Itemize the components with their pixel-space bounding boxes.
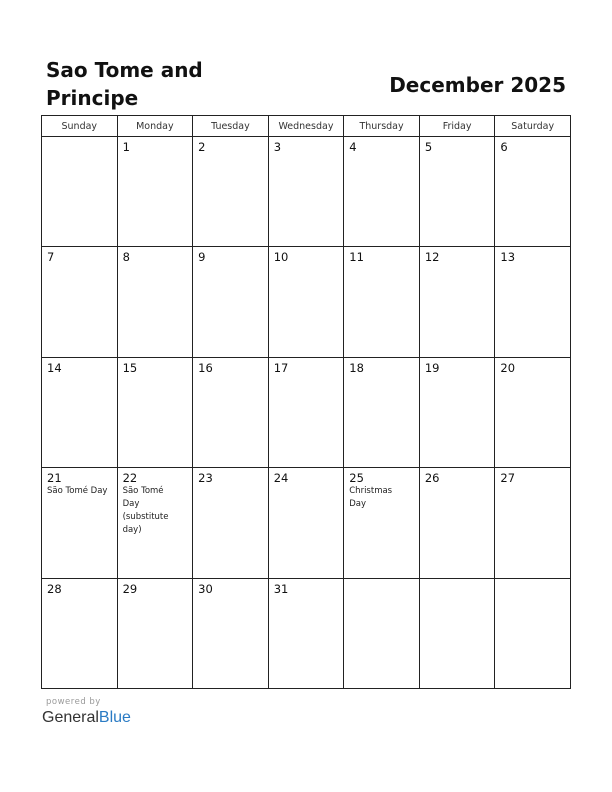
day-number: 5 — [424, 140, 433, 154]
day-cell-content — [344, 358, 419, 375]
day-cell — [419, 468, 495, 578]
day-cell-content — [495, 247, 570, 264]
day-cell-content — [269, 579, 344, 596]
day-cell-content — [193, 247, 268, 264]
day-cell — [117, 578, 193, 688]
day-cell — [193, 468, 269, 578]
day-cell — [495, 137, 571, 247]
day-cell-content — [118, 468, 193, 537]
day-cell-content — [118, 137, 193, 154]
brand-logo — [42, 708, 131, 728]
day-number: 22 — [122, 471, 138, 486]
day-cell-content — [193, 468, 268, 485]
day-number: 29 — [122, 581, 138, 596]
powered-by-label: powered by — [46, 697, 101, 707]
day-cell — [193, 137, 269, 247]
day-cell — [268, 247, 344, 357]
holiday-label: Christmas Day — [349, 486, 393, 510]
day-cell-content — [269, 137, 344, 154]
day-number: 18 — [349, 360, 364, 375]
day-number: 21 — [47, 471, 62, 486]
day-cell-content — [269, 247, 344, 264]
day-number: 9 — [198, 250, 206, 265]
brand-name-general: General — [42, 709, 99, 726]
day-cell — [42, 468, 118, 578]
day-cell — [344, 468, 420, 578]
calendar-grid — [41, 115, 571, 689]
day-number: 3 — [273, 140, 282, 154]
day-cell-content — [420, 468, 495, 485]
day-cell-content — [118, 358, 193, 375]
day-cell-content — [118, 579, 193, 596]
day-number: 19 — [424, 360, 440, 375]
day-number: 13 — [500, 250, 516, 265]
day-cell — [117, 247, 193, 357]
weekday-header: Sunday — [42, 116, 118, 137]
day-cell-content — [269, 468, 344, 485]
day-cell-content — [420, 358, 495, 375]
day-cell — [268, 137, 344, 247]
week-row — [42, 357, 571, 467]
day-cell-content — [42, 468, 117, 498]
day-number: 23 — [198, 471, 213, 486]
day-cell — [42, 578, 118, 688]
day-number: 17 — [273, 360, 289, 375]
day-cell — [495, 578, 571, 688]
day-cell — [193, 247, 269, 357]
calendar-body — [42, 137, 571, 689]
day-cell-content — [269, 358, 344, 375]
day-cell-content — [495, 137, 570, 154]
day-cell-content — [344, 468, 419, 511]
day-cell — [419, 578, 495, 688]
day-cell — [117, 468, 193, 578]
day-cell-content — [193, 137, 268, 154]
weekday-header-row — [42, 116, 571, 137]
day-cell — [117, 357, 193, 467]
day-cell-content — [42, 247, 117, 264]
week-row — [42, 137, 571, 247]
country-title: Sao Tome and Principe — [46, 58, 203, 110]
day-number: 6 — [500, 140, 508, 154]
day-cell — [42, 357, 118, 467]
day-number: 10 — [273, 250, 289, 265]
day-cell — [193, 357, 269, 467]
week-row — [42, 578, 571, 688]
holiday-label: São Tomé Day — [47, 486, 108, 497]
day-cell — [193, 578, 269, 688]
day-cell — [419, 137, 495, 247]
day-number: 30 — [198, 581, 213, 596]
day-number: 16 — [198, 360, 213, 375]
brand-name-blue: Blue — [98, 709, 131, 726]
day-number: 15 — [122, 360, 138, 375]
week-row — [42, 468, 571, 578]
weekday-header: Thursday — [344, 116, 420, 137]
day-number: 20 — [500, 360, 516, 375]
month-year-title: December 2025 — [389, 73, 566, 97]
day-cell — [42, 137, 118, 247]
day-cell-content — [344, 247, 419, 264]
day-cell-content — [420, 579, 495, 582]
day-cell — [42, 247, 118, 357]
day-cell-content — [42, 579, 117, 596]
day-cell-content — [344, 579, 419, 582]
day-number: 27 — [500, 471, 516, 486]
day-number: 1 — [122, 140, 130, 154]
day-cell — [419, 357, 495, 467]
day-cell — [495, 247, 571, 357]
day-number: 31 — [273, 581, 289, 596]
day-cell — [268, 357, 344, 467]
day-cell — [268, 578, 344, 688]
weekday-header: Monday — [117, 116, 193, 137]
day-cell-content — [495, 579, 570, 582]
day-number: 11 — [349, 250, 364, 265]
day-number: 28 — [47, 581, 62, 596]
day-cell — [495, 468, 571, 578]
day-number: 26 — [424, 471, 440, 486]
day-cell — [117, 137, 193, 247]
day-cell-content — [193, 358, 268, 375]
day-number: 25 — [349, 471, 364, 486]
day-number: 8 — [122, 250, 130, 265]
day-cell-content — [495, 358, 570, 375]
day-cell-content — [344, 137, 419, 154]
week-row — [42, 247, 571, 357]
day-cell — [419, 247, 495, 357]
day-cell — [344, 578, 420, 688]
weekday-header: Saturday — [495, 116, 571, 137]
day-cell-content — [495, 468, 570, 485]
weekday-header: Friday — [419, 116, 495, 137]
day-number: 24 — [273, 471, 289, 486]
weekday-header: Tuesday — [193, 116, 269, 137]
day-cell — [344, 137, 420, 247]
day-cell — [495, 357, 571, 467]
day-number: 12 — [424, 250, 440, 265]
day-cell — [344, 357, 420, 467]
day-cell-content — [420, 247, 495, 264]
day-cell-content — [42, 137, 117, 140]
day-cell — [268, 468, 344, 578]
day-number: 14 — [47, 360, 62, 375]
weekday-header: Wednesday — [268, 116, 344, 137]
day-cell-content — [118, 247, 193, 264]
holiday-label: São Tomé Day (substitute day) — [122, 486, 169, 536]
day-cell-content — [420, 137, 495, 154]
day-cell-content — [42, 358, 117, 375]
day-cell — [344, 247, 420, 357]
day-number: 7 — [47, 250, 55, 265]
day-number: 2 — [198, 140, 206, 154]
day-number: 4 — [349, 140, 357, 154]
day-cell-content — [193, 579, 268, 596]
